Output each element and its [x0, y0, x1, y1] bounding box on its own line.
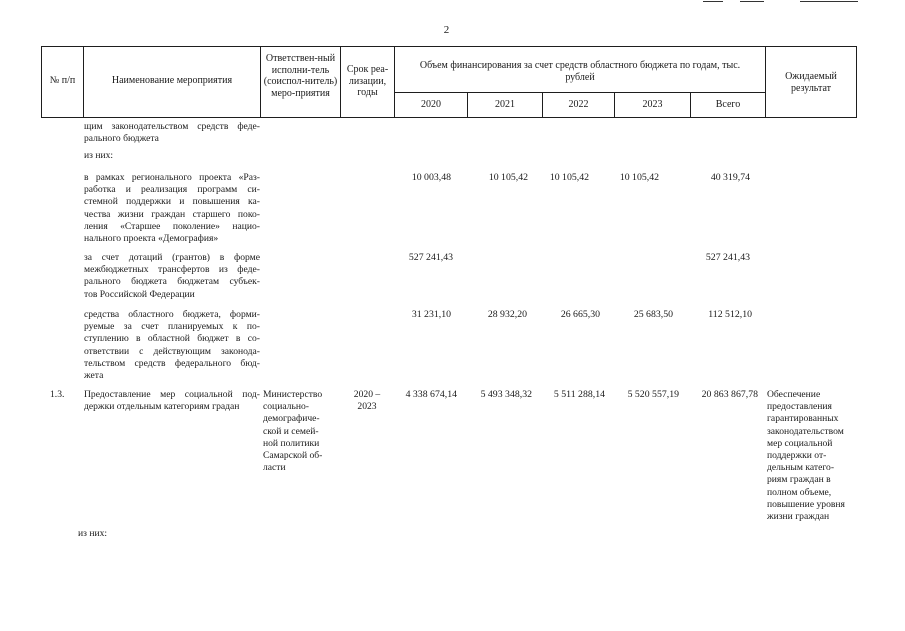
scan-mark: [740, 1, 764, 2]
value-2021: 28 932,20: [487, 309, 527, 320]
header-period: Срок реа-лизации, годы: [346, 64, 389, 98]
header-no: № п/п: [49, 75, 76, 86]
value-2020: 10 003,48: [411, 172, 451, 183]
header-total: Всего: [715, 99, 741, 110]
row-name-regional-budget: средства областного бюджета, форми- руемые за счет планируемых к по- ступлению в областной бюджет в со- ответствии с действующим законода- тельством средств федерального бюд- жета: [84, 309, 260, 382]
value-2020: 527 241,43: [408, 252, 453, 263]
value-2023: 10 105,42: [619, 172, 659, 183]
value-2021: 5 493 348,32: [480, 389, 532, 400]
responsible-executor: Министерство социально- демографиче- ской и семей- ной политики Самарской об- ласти: [263, 389, 323, 474]
header-result: Ожидаемый результат: [785, 71, 837, 94]
value-2021: 10 105,42: [488, 172, 528, 183]
item-number: 1.3.: [50, 389, 65, 400]
value-2020: 31 231,10: [411, 309, 451, 320]
header-name: Наименование мероприятия: [111, 75, 233, 86]
value-2023: 5 520 557,19: [627, 389, 679, 400]
value-2023: 25 683,50: [633, 309, 673, 320]
header-funding: Объем финансирования за счет средств областного бюджета по годам, тыс. рублей: [419, 60, 741, 83]
header-year-2023: 2023: [642, 99, 663, 110]
value-2022: 5 511 288,14: [553, 389, 605, 400]
row-name-grants: за счет дотаций (грантов) в форме межбюджетных трансфертов из феде- рального бюджета бюджетам субъек- тов Российской Федерации: [84, 252, 260, 300]
implementation-period: 2020 – 2023: [353, 389, 381, 413]
scan-mark: [800, 1, 858, 2]
page-number: 2: [443, 24, 450, 36]
value-total: 40 319,74: [710, 172, 750, 183]
value-2022: 10 105,42: [549, 172, 589, 183]
row-name-continuation: щим законодательством средств феде- рального бюджета: [84, 121, 260, 145]
value-total: 20 863 867,78: [701, 389, 758, 400]
header-year-2022: 2022: [568, 99, 589, 110]
value-2022: 26 665,30: [560, 309, 600, 320]
value-total: 527 241,43: [705, 252, 750, 263]
value-2020: 4 338 674,14: [405, 389, 457, 400]
header-responsible: Ответствен-ный исполни-тель (соиспол-нитель) меро-приятия: [263, 53, 338, 99]
row-subheading: из них:: [78, 528, 108, 539]
header-year-2020: 2020: [421, 99, 441, 110]
value-total: 112 512,10: [708, 309, 752, 320]
header-year-2021: 2021: [495, 99, 515, 110]
row-name-regional-project: в рамках регионального проекта «Раз- работка и реализация программ си- стемной поддержки и повышения ка- чества жизни граждан старшего поко- ления «Старшее поколение» нацио- нального проекта «Демография»: [84, 172, 260, 245]
row-subheading: из них:: [84, 150, 114, 161]
row-name-social-support: Предоставление мер социальной под- держки отдельным категориям градан: [84, 389, 260, 413]
expected-result: Обеспечение предоставления гарантированных законодательством мер социальной поддержки от- дельным катего- риям граждан в полном объеме, повышение уровня жизни граждан: [767, 389, 845, 523]
scan-mark: [703, 1, 723, 2]
